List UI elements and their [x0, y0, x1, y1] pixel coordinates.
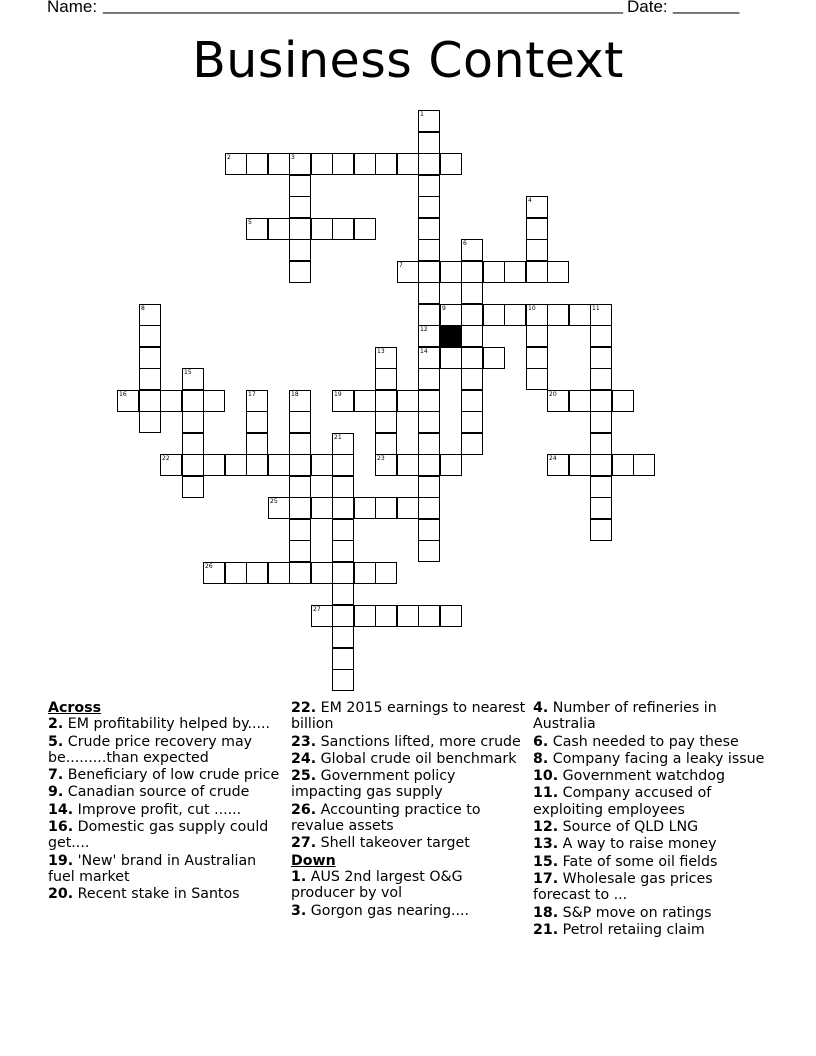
clue-number: 11. — [533, 785, 559, 802]
clue-number-label: 20 — [549, 391, 557, 398]
across-heading: Across — [48, 700, 102, 716]
clue-text: S&P move on ratings — [562, 904, 712, 921]
grid-cell[interactable] — [289, 196, 311, 218]
grid-cell[interactable] — [332, 433, 354, 455]
clue-text: Petrol retaiing claim — [562, 921, 705, 938]
clue-item — [533, 854, 771, 870]
grid-cell[interactable] — [332, 669, 354, 691]
date-line[interactable]: _______ — [673, 0, 740, 14]
grid-cell[interactable] — [418, 132, 440, 154]
clue-item — [48, 802, 286, 818]
clue-number: 24. — [291, 750, 317, 767]
clue-number-label: 6 — [463, 240, 467, 247]
grid-cell[interactable] — [418, 325, 440, 347]
clue-number-label: 22 — [162, 455, 170, 462]
grid-cell[interactable] — [461, 261, 483, 283]
grid-cell[interactable] — [182, 476, 204, 498]
black-cell — [440, 325, 462, 347]
clue-column-1 — [48, 700, 286, 904]
grid-cell[interactable] — [289, 175, 311, 197]
clue-text: Domestic gas supply could get.... — [48, 819, 269, 852]
clue-number-label: 9 — [442, 305, 446, 312]
grid-cell[interactable] — [440, 153, 462, 175]
grid-cell[interactable] — [590, 304, 612, 326]
clue-number-label: 17 — [248, 391, 256, 398]
grid-cell[interactable] — [289, 261, 311, 283]
grid-cell[interactable] — [547, 304, 569, 326]
clue-number: 16. — [48, 819, 74, 836]
grid-cell[interactable] — [311, 605, 333, 627]
grid-cell[interactable] — [139, 411, 161, 433]
grid-cell[interactable] — [311, 454, 333, 476]
clue-column-3 — [533, 700, 771, 939]
grid-cell[interactable] — [332, 454, 354, 476]
grid-cell[interactable] — [375, 368, 397, 390]
clue-number: 8. — [533, 750, 549, 767]
grid-cell[interactable] — [461, 304, 483, 326]
clue-number-label: 15 — [184, 369, 192, 376]
grid-cell[interactable] — [461, 347, 483, 369]
grid-cell[interactable] — [354, 390, 376, 412]
grid-cell[interactable] — [332, 497, 354, 519]
grid-cell[interactable] — [289, 476, 311, 498]
clue-number-label: 18 — [291, 391, 299, 398]
grid-cell[interactable] — [547, 261, 569, 283]
grid-cell[interactable] — [461, 239, 483, 261]
grid-cell[interactable] — [289, 540, 311, 562]
clue-item — [533, 922, 771, 938]
clue-number: 10. — [533, 768, 559, 785]
grid-cell[interactable] — [397, 261, 419, 283]
clue-number: 9. — [48, 784, 64, 801]
clue-text: Crude price recovery may be.........than expected — [48, 733, 253, 766]
grid-cell[interactable] — [526, 218, 548, 240]
grid-cell[interactable] — [418, 218, 440, 240]
grid-cell[interactable] — [311, 218, 333, 240]
clue-item — [533, 836, 771, 852]
grid-cell[interactable] — [311, 497, 333, 519]
grid-cell[interactable] — [289, 562, 311, 584]
clue-text: Improve profit, cut ...... — [77, 801, 242, 818]
clue-number-label: 11 — [592, 305, 600, 312]
grid-cell[interactable] — [289, 239, 311, 261]
grid-cell[interactable] — [418, 390, 440, 412]
clue-number: 25. — [291, 768, 317, 785]
clue-number: 20. — [48, 886, 74, 903]
clue-number: 5. — [48, 733, 64, 750]
grid-cell[interactable] — [612, 390, 634, 412]
grid-cell[interactable] — [332, 605, 354, 627]
clue-item — [533, 734, 771, 750]
clue-number-label: 27 — [313, 606, 321, 613]
clue-item — [48, 819, 286, 852]
grid-cell[interactable] — [612, 454, 634, 476]
grid-cell[interactable] — [440, 304, 462, 326]
grid-cell[interactable] — [590, 519, 612, 541]
clue-text: Gorgon gas nearing.... — [310, 902, 470, 919]
grid-cell[interactable] — [461, 411, 483, 433]
grid-cell[interactable] — [526, 368, 548, 390]
grid-cell[interactable] — [246, 411, 268, 433]
clue-text: Number of refineries in Australia — [533, 700, 717, 733]
grid-cell[interactable] — [182, 454, 204, 476]
clue-number: 27. — [291, 835, 317, 852]
grid-cell[interactable] — [182, 433, 204, 455]
clue-number-label: 3 — [291, 154, 295, 161]
grid-cell[interactable] — [418, 497, 440, 519]
grid-cell[interactable] — [246, 433, 268, 455]
grid-cell[interactable] — [418, 347, 440, 369]
grid-cell[interactable] — [461, 325, 483, 347]
clue-item — [291, 751, 529, 767]
clue-text: Canadian source of crude — [67, 784, 250, 801]
grid-cell[interactable] — [547, 390, 569, 412]
clue-number: 18. — [533, 904, 559, 921]
clue-column-2 — [291, 700, 529, 920]
grid-cell[interactable] — [246, 454, 268, 476]
grid-cell[interactable] — [160, 454, 182, 476]
clue-item — [48, 716, 286, 732]
grid-cell[interactable] — [590, 411, 612, 433]
clue-item — [48, 767, 286, 783]
grid-cell[interactable] — [526, 196, 548, 218]
grid-cell[interactable] — [418, 476, 440, 498]
grid-cell[interactable] — [246, 218, 268, 240]
grid-cell[interactable] — [311, 562, 333, 584]
grid-cell[interactable] — [354, 218, 376, 240]
grid-cell[interactable] — [268, 562, 290, 584]
grid-cell[interactable] — [590, 325, 612, 347]
grid-cell[interactable] — [182, 368, 204, 390]
grid-cell[interactable] — [418, 605, 440, 627]
clue-text: Company facing a leaky issue — [552, 750, 765, 767]
clue-number-label: 1 — [420, 111, 424, 118]
clue-number: 7. — [48, 767, 64, 784]
grid-cell[interactable] — [569, 454, 591, 476]
clue-number-label: 19 — [334, 391, 342, 398]
grid-cell[interactable] — [418, 411, 440, 433]
grid-cell[interactable] — [483, 347, 505, 369]
clue-item — [533, 785, 771, 818]
grid-cell[interactable] — [225, 562, 247, 584]
clue-number: 22. — [291, 700, 317, 716]
clue-item — [291, 903, 529, 919]
grid-cell[interactable] — [139, 325, 161, 347]
clue-number: 4. — [533, 700, 549, 716]
grid-cell[interactable] — [418, 153, 440, 175]
clue-item — [291, 869, 529, 902]
grid-cell[interactable] — [354, 562, 376, 584]
grid-cell[interactable] — [526, 239, 548, 261]
clue-item — [533, 871, 771, 904]
grid-cell[interactable] — [289, 153, 311, 175]
grid-cell[interactable] — [375, 390, 397, 412]
grid-cell[interactable] — [375, 454, 397, 476]
clue-number: 26. — [291, 801, 317, 818]
clue-text: AUS 2nd largest O&G producer by vol — [291, 868, 463, 902]
grid-cell[interactable] — [569, 304, 591, 326]
clue-item — [291, 700, 529, 733]
clue-text: A way to raise money — [562, 836, 717, 853]
page-title: Business Context — [192, 32, 624, 89]
grid-cell[interactable] — [268, 218, 290, 240]
grid-cell[interactable] — [268, 497, 290, 519]
grid-cell[interactable] — [590, 454, 612, 476]
grid-cell[interactable] — [461, 282, 483, 304]
grid-cell[interactable] — [182, 411, 204, 433]
clue-item — [291, 835, 529, 851]
grid-cell[interactable] — [375, 497, 397, 519]
clue-number-label: 10 — [528, 305, 536, 312]
clue-number: 1. — [291, 868, 307, 885]
grid-cell[interactable] — [504, 304, 526, 326]
grid-cell[interactable] — [397, 605, 419, 627]
clue-number: 21. — [533, 921, 559, 938]
clue-item — [291, 802, 529, 835]
clue-number: 15. — [533, 853, 559, 870]
clue-number-label: 23 — [377, 455, 385, 462]
clue-item — [48, 734, 286, 767]
clue-number: 14. — [48, 801, 74, 818]
grid-cell[interactable] — [289, 454, 311, 476]
grid-cell[interactable] — [375, 411, 397, 433]
clue-number-label: 24 — [549, 455, 557, 462]
grid-cell[interactable] — [418, 110, 440, 132]
clue-item — [291, 768, 529, 801]
down-heading: Down — [291, 852, 336, 869]
grid-cell[interactable] — [289, 411, 311, 433]
clue-item — [48, 886, 286, 902]
grid-cell[interactable] — [418, 519, 440, 541]
grid-cell[interactable] — [590, 497, 612, 519]
clue-number: 6. — [533, 733, 549, 750]
grid-cell[interactable] — [397, 153, 419, 175]
clue-number: 12. — [533, 819, 559, 836]
clue-number: 3. — [291, 902, 307, 919]
clue-number-label: 8 — [141, 305, 145, 312]
clue-text: Shell takeover target — [320, 835, 470, 852]
grid-cell[interactable] — [418, 282, 440, 304]
grid-cell[interactable] — [590, 368, 612, 390]
grid-cell[interactable] — [375, 153, 397, 175]
clue-item — [48, 853, 286, 886]
clue-number-label: 16 — [119, 391, 127, 398]
clue-text: Global crude oil benchmark — [320, 750, 517, 767]
grid-cell[interactable] — [375, 562, 397, 584]
grid-cell[interactable] — [289, 519, 311, 541]
clue-number-label: 7 — [399, 262, 403, 269]
grid-cell[interactable] — [375, 433, 397, 455]
clue-text: 'New' brand in Australian fuel market — [48, 852, 257, 885]
grid-cell[interactable] — [332, 626, 354, 648]
grid-cell[interactable] — [332, 153, 354, 175]
grid-cell[interactable] — [418, 239, 440, 261]
grid-cell[interactable] — [440, 261, 462, 283]
clue-text: Sanctions lifted, more crude — [320, 733, 521, 750]
grid-cell[interactable] — [354, 153, 376, 175]
grid-cell[interactable] — [332, 218, 354, 240]
clue-item — [533, 768, 771, 784]
clue-text: EM profitability helped by..... — [67, 716, 271, 733]
clue-text: EM 2015 earnings to nearest billion — [291, 700, 526, 733]
grid-cell[interactable] — [397, 454, 419, 476]
grid-cell[interactable] — [354, 497, 376, 519]
grid-cell[interactable] — [397, 390, 419, 412]
clue-text: Source of QLD LNG — [562, 819, 699, 836]
grid-cell[interactable] — [203, 390, 225, 412]
grid-cell[interactable] — [526, 261, 548, 283]
clue-item — [533, 905, 771, 921]
grid-cell[interactable] — [332, 648, 354, 670]
grid-cell[interactable] — [182, 390, 204, 412]
date-label: Date: — [627, 0, 668, 16]
grid-cell[interactable] — [440, 347, 462, 369]
clue-text: Cash needed to pay these — [552, 733, 739, 750]
grid-cell[interactable] — [440, 454, 462, 476]
grid-cell[interactable] — [418, 175, 440, 197]
grid-cell[interactable] — [504, 261, 526, 283]
grid-cell[interactable] — [590, 347, 612, 369]
clue-number-label: 26 — [205, 563, 213, 570]
clue-number-label: 2 — [227, 154, 231, 161]
grid-cell[interactable] — [461, 368, 483, 390]
grid-cell[interactable] — [526, 347, 548, 369]
clue-number-label: 14 — [420, 348, 428, 355]
grid-cell[interactable] — [203, 562, 225, 584]
grid-cell[interactable] — [332, 562, 354, 584]
grid-cell[interactable] — [160, 390, 182, 412]
grid-cell[interactable] — [440, 605, 462, 627]
grid-cell[interactable] — [526, 304, 548, 326]
grid-cell[interactable] — [418, 368, 440, 390]
grid-cell[interactable] — [569, 390, 591, 412]
grid-cell[interactable] — [246, 153, 268, 175]
grid-cell[interactable] — [397, 497, 419, 519]
grid-cell[interactable] — [289, 433, 311, 455]
grid-cell[interactable] — [139, 347, 161, 369]
grid-cell[interactable] — [203, 454, 225, 476]
grid-cell[interactable] — [354, 605, 376, 627]
clue-number: 13. — [533, 836, 559, 853]
clue-text: Recent stake in Santos — [77, 886, 240, 903]
grid-cell[interactable] — [590, 390, 612, 412]
clue-text: Government policy impacting gas supply — [291, 768, 456, 801]
grid-cell[interactable] — [139, 390, 161, 412]
grid-cell[interactable] — [526, 325, 548, 347]
grid-cell[interactable] — [375, 605, 397, 627]
clue-text: Company accused of exploiting employees — [533, 785, 712, 818]
grid-cell[interactable] — [332, 390, 354, 412]
grid-cell[interactable] — [418, 433, 440, 455]
grid-cell[interactable] — [590, 433, 612, 455]
grid-cell[interactable] — [332, 519, 354, 541]
grid-cell[interactable] — [418, 304, 440, 326]
grid-cell[interactable] — [117, 390, 139, 412]
grid-cell[interactable] — [289, 218, 311, 240]
clue-item — [533, 700, 771, 733]
grid-cell[interactable] — [268, 454, 290, 476]
clue-item — [48, 784, 286, 800]
grid-cell[interactable] — [483, 304, 505, 326]
clue-number: 17. — [533, 870, 559, 887]
clue-item — [533, 751, 771, 767]
grid-cell[interactable] — [418, 196, 440, 218]
clue-number-label: 4 — [528, 197, 532, 204]
grid-cell[interactable] — [332, 540, 354, 562]
grid-cell[interactable] — [375, 347, 397, 369]
clue-number-label: 13 — [377, 348, 385, 355]
clue-number-label: 12 — [420, 326, 428, 333]
grid-cell[interactable] — [461, 433, 483, 455]
clue-text: Wholesale gas prices forecast to ... — [533, 870, 713, 904]
clue-number: 2. — [48, 716, 64, 733]
clue-text: Accounting practice to revalue assets — [291, 801, 481, 835]
grid-cell[interactable] — [289, 390, 311, 412]
grid-cell[interactable] — [547, 454, 569, 476]
grid-cell[interactable] — [633, 454, 655, 476]
grid-cell[interactable] — [332, 583, 354, 605]
grid-cell[interactable] — [418, 540, 440, 562]
clue-item — [533, 819, 771, 835]
clue-text: Fate of some oil fields — [562, 853, 718, 870]
grid-cell[interactable] — [139, 304, 161, 326]
grid-cell[interactable] — [590, 476, 612, 498]
grid-cell[interactable] — [139, 368, 161, 390]
grid-cell[interactable] — [268, 153, 290, 175]
clue-number: 23. — [291, 733, 317, 750]
grid-cell[interactable] — [311, 153, 333, 175]
grid-cell[interactable] — [246, 390, 268, 412]
name-label: Name: — [47, 0, 98, 16]
clue-item — [291, 734, 529, 750]
name-line[interactable]: _______________________________________________________ — [103, 0, 624, 14]
clue-text: Beneficiary of low crude price — [67, 767, 280, 784]
grid-cell[interactable] — [461, 390, 483, 412]
grid-cell[interactable] — [418, 261, 440, 283]
clue-number-label: 21 — [334, 434, 342, 441]
clue-number: 19. — [48, 852, 74, 869]
clue-text: Government watchdog — [562, 768, 725, 785]
clue-number-label: 5 — [248, 219, 252, 226]
grid-cell[interactable] — [418, 454, 440, 476]
grid-cell[interactable] — [225, 153, 247, 175]
grid-cell[interactable] — [246, 562, 268, 584]
grid-cell[interactable] — [332, 476, 354, 498]
grid-cell[interactable] — [289, 497, 311, 519]
clue-number-label: 25 — [270, 498, 278, 505]
grid-cell[interactable] — [225, 454, 247, 476]
grid-cell[interactable] — [483, 261, 505, 283]
